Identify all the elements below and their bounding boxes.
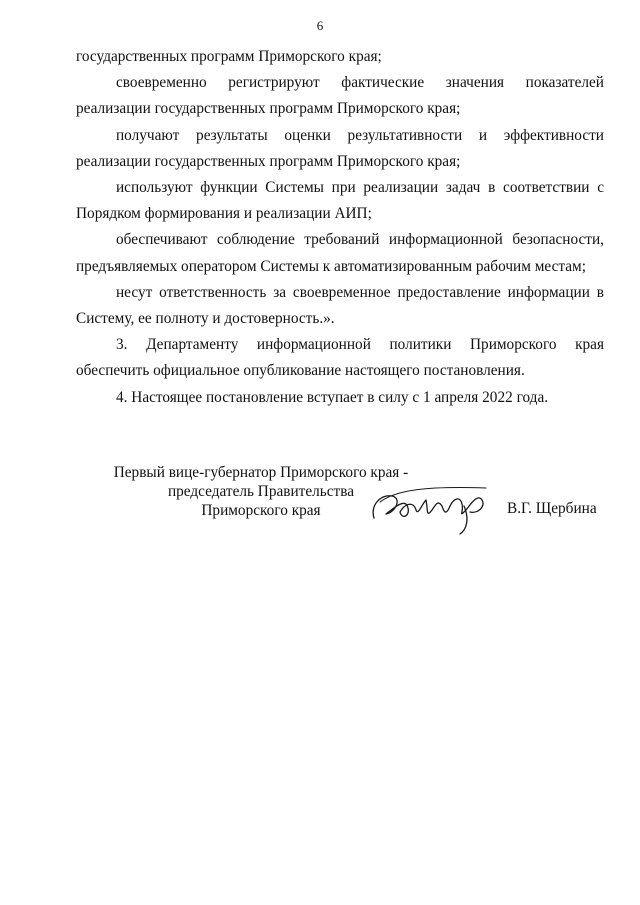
paragraph-item-4: 4. Настоящее постановление вступает в силу с 1 апреля 2022 года. <box>116 388 549 406</box>
paragraph-security: обеспечивают соблюдение требований информационной безопасности, предъявляемых оператором Системы к автоматизированным рабочим местам; <box>76 231 604 275</box>
signatory-title-line-2: председатель Правительства <box>167 483 355 500</box>
signatory-title-line-3: Приморского края <box>201 502 321 519</box>
paragraph-register-values: своевременно регистрируют фактические значения показателей реализации государственных программ Приморского края; <box>76 74 604 118</box>
signatory-name: В.Г. Щербина <box>507 500 597 517</box>
paragraph-use-functions: используют функции Системы при реализации задач в соответствии с Порядком формирования и реализации АИП; <box>76 179 604 223</box>
document-body <box>76 44 604 411</box>
handwritten-signature <box>366 476 506 536</box>
signatory-title-line-1: Первый вице-губернатор Приморского края - <box>113 464 409 481</box>
paragraph-continuation: государственных программ Приморского края; <box>76 48 382 65</box>
paragraph-responsibility: несут ответственность за своевременное предоставление информации в Систему, ее полноту и достоверность.». <box>76 283 604 328</box>
page-number: 6 <box>316 18 324 33</box>
paragraph-receive-results: получают результаты оценки результативности и эффективности реализации государственных программ Приморского края; <box>76 126 604 170</box>
paragraph-item-3: 3. Департаменту информационной политики Приморского края обеспечить официальное опубликование настоящего постановления. <box>76 336 604 380</box>
